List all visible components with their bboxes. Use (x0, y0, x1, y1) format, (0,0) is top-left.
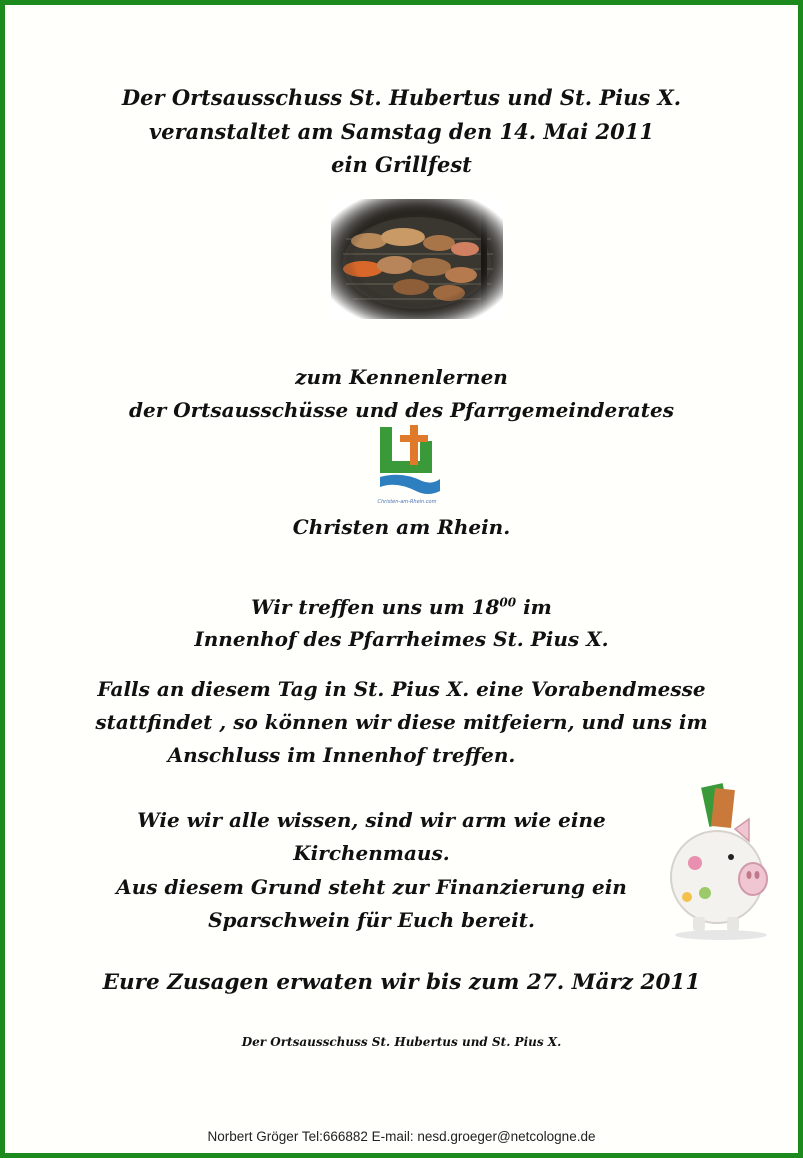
mass-line-2: stattfindet , so können wir diese mitfeiern, und uns im (95, 710, 708, 734)
meeting-line-2: Innenhof des Pfarrheimes St. Pius X. (194, 627, 609, 651)
purpose-line-2: der Ortsausschüsse und des Pfarrgemeinderates (129, 398, 674, 422)
grill-photo (331, 199, 503, 319)
meeting-line-1 (5, 595, 798, 619)
header-line-2: veranstaltet am Samstag den 14. Mai 2011 (149, 119, 654, 144)
header-line-3: ein Grillfest (331, 152, 472, 177)
funding-line-1: Wie wir alle wissen, sind wir arm wie eine (137, 808, 606, 832)
funding-line-4: Sparschwein für Euch bereit. (208, 908, 535, 932)
org-name: Christen am Rhein. (292, 515, 511, 539)
logo-caption: Christen-am-Rhein.com (377, 499, 437, 505)
mass-line-1: Falls an diesem Tag in St. Pius X. eine Vorabendmesse (97, 677, 706, 701)
rsvp-text: Eure Zusagen erwaten wir bis zum 27. März 2011 (102, 970, 701, 995)
meeting-text: Wir treffen uns um 18 (251, 595, 500, 619)
signature: Der Ortsausschuss St. Hubertus und St. Pius X. (241, 1035, 562, 1049)
footer-contact: Norbert Gröger Tel:666882 E-mail: nesd.groeger@netcologne.de (207, 1129, 596, 1144)
funding-line-3: Aus diesem Grund steht zur Finanzierung ein (116, 875, 627, 899)
meeting-time-minutes: 00 (499, 595, 517, 610)
funding-line-2: Kirchenmaus. (293, 841, 450, 865)
purpose-line-1: zum Kennenlernen (295, 365, 508, 389)
header-line-1: Der Ortsausschuss St. Hubertus und St. Pius X. (121, 85, 682, 110)
piggy-bank-photo (665, 767, 785, 947)
meeting-text-end: im (516, 595, 552, 619)
mass-line-3: Anschluss im Innenhof treffen. (167, 743, 516, 767)
